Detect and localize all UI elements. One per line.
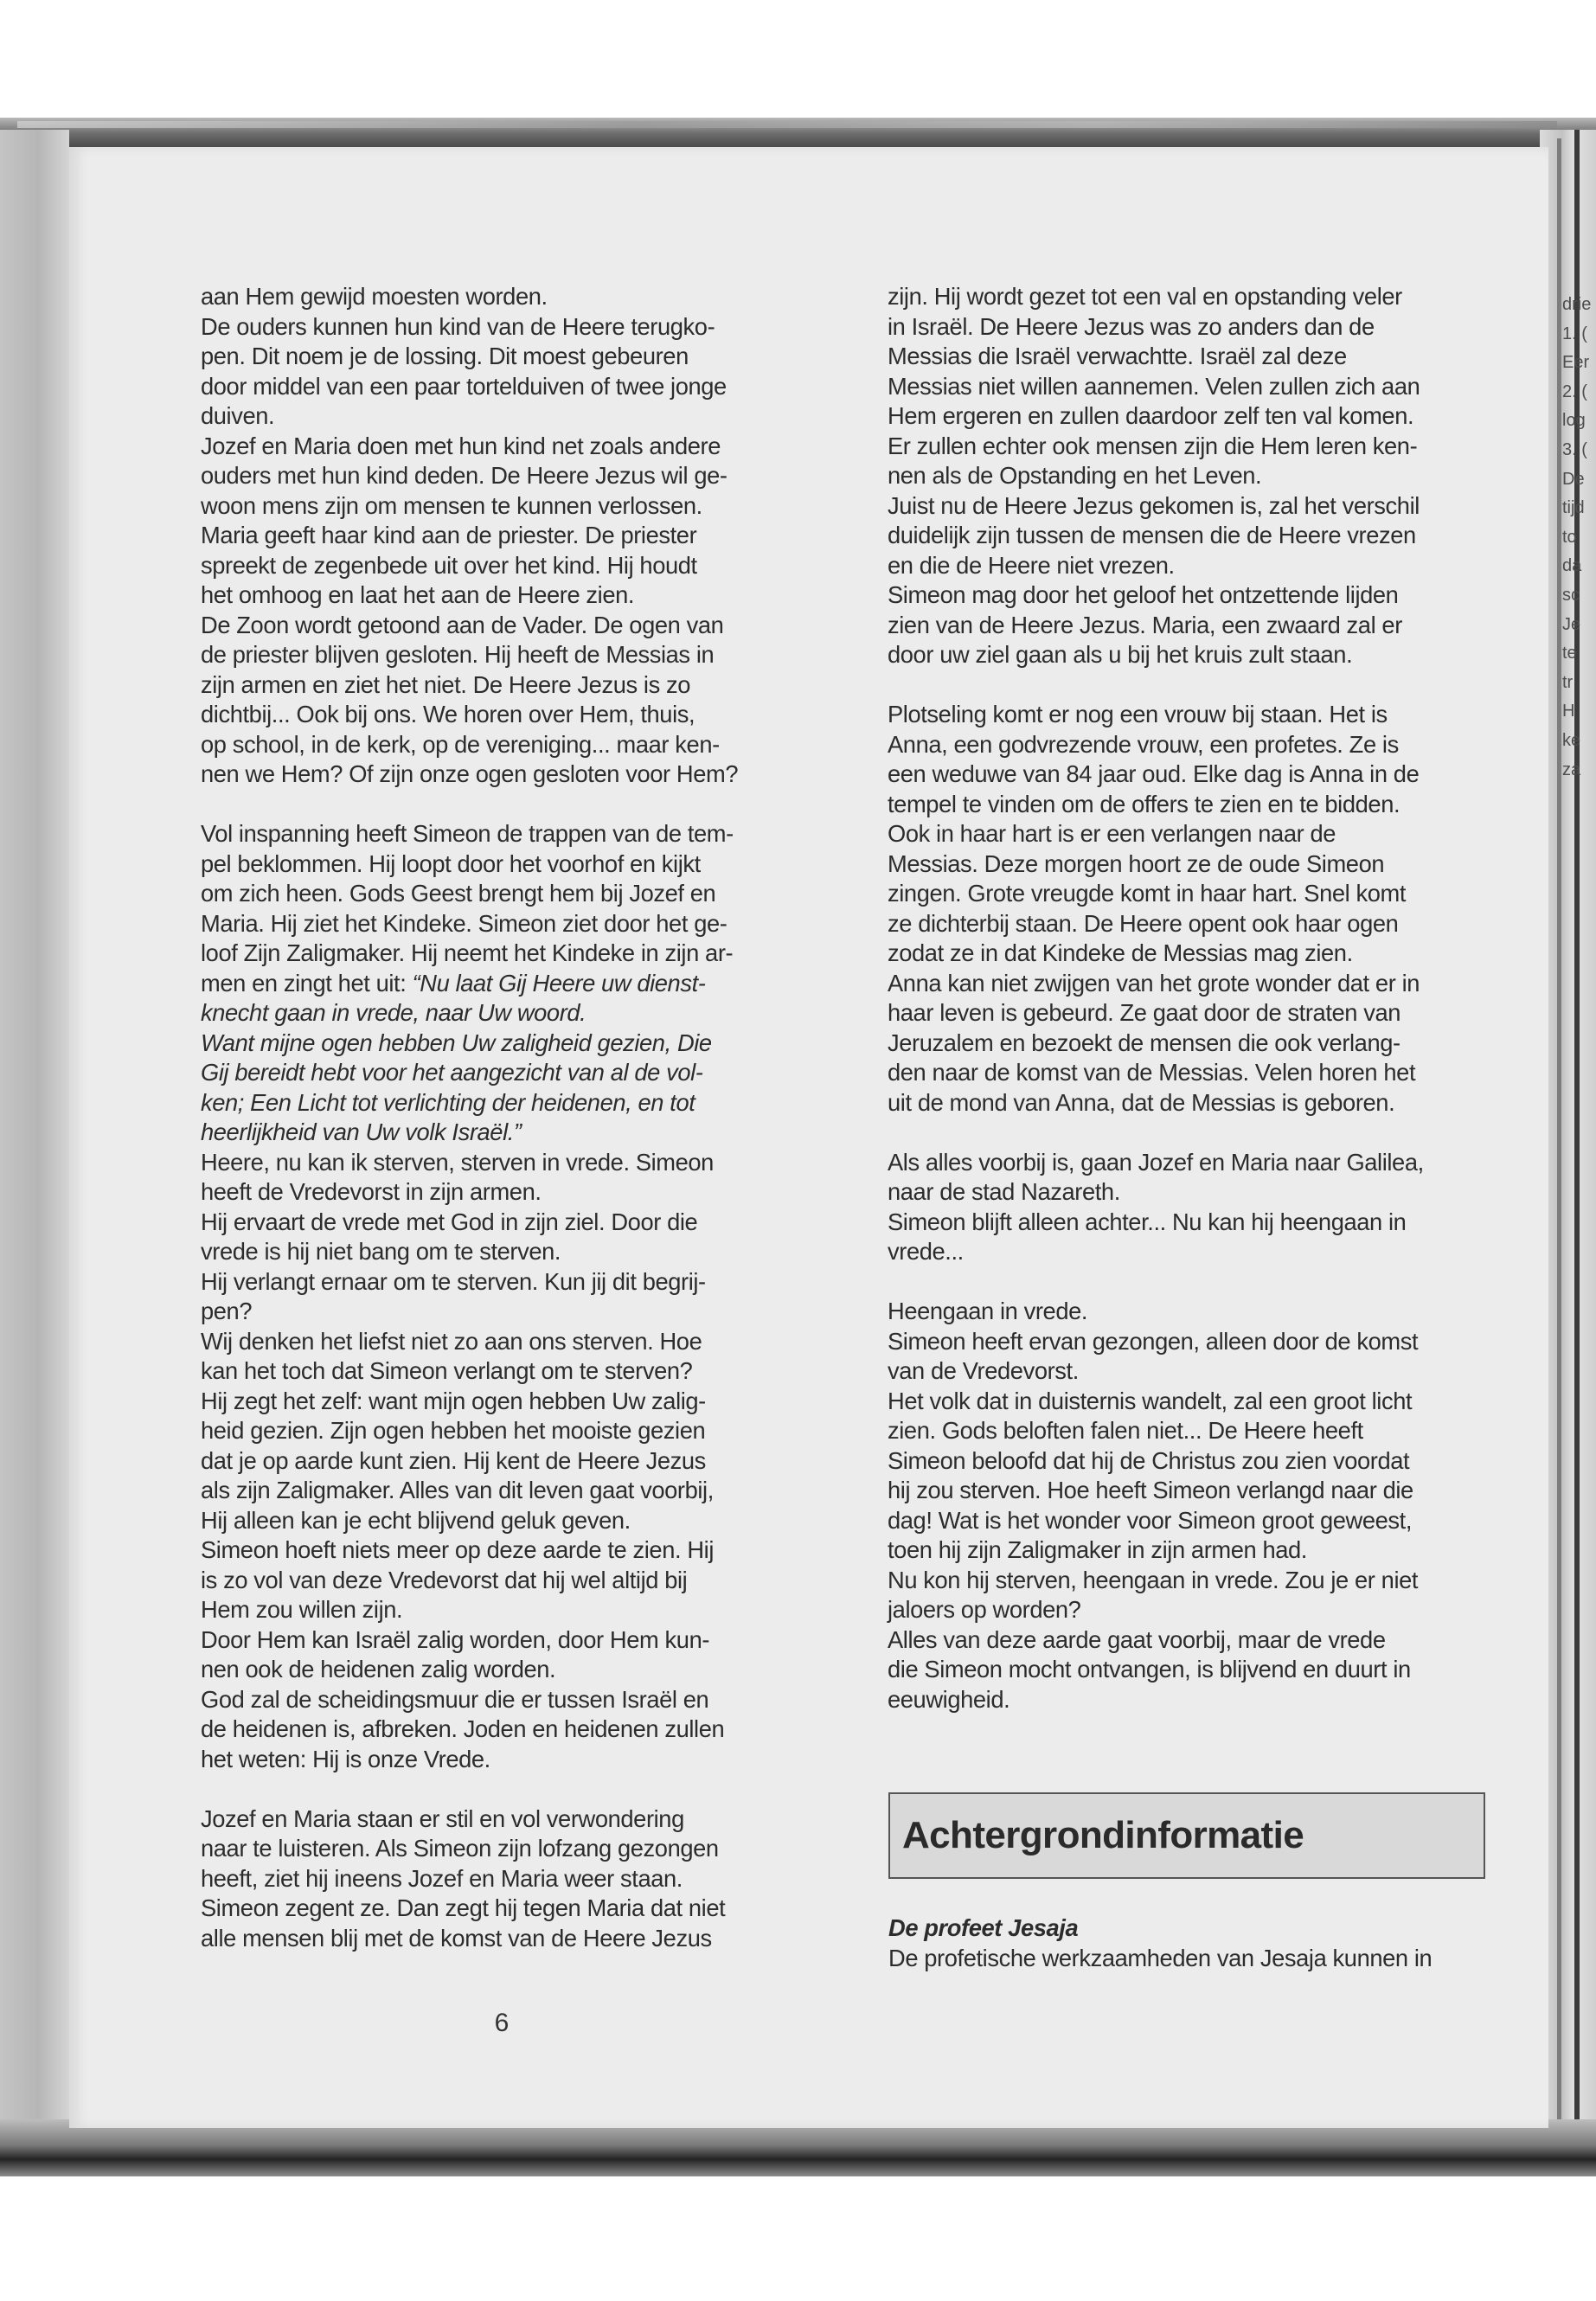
text-line: Messias. Deze morgen hoort ze de oude Simeon (888, 849, 1385, 877)
text-line: men en zingt het uit: “Nu laat Gij Heere uw dienst- (201, 969, 706, 997)
page-number: 6 (494, 2009, 510, 2037)
text-line: aan Hem gewijd moesten worden. (201, 283, 548, 310)
text-line: De Zoon wordt getoond aan de Vader. De ogen van (201, 611, 724, 638)
text-line: Nu kon hij sterven, heengaan in vrede. Zou je er niet (888, 1566, 1419, 1593)
text-line: Anna, een godvrezende vrouw, een profetes. Ze is (888, 730, 1399, 758)
paragraph-gap (201, 790, 811, 820)
text-line: Als alles voorbij is, gaan Jozef en Maria naar Galilea, (888, 1148, 1424, 1176)
text-line: eeuwigheid. (888, 1685, 1010, 1713)
text-line: hij zou sterven. Hoe heeft Simeon verlangd naar die (888, 1477, 1413, 1503)
text-line: heid gezien. Zijn ogen hebben het mooiste gezien (201, 1417, 706, 1444)
text-line: kan het toch dat Simeon verlangt om te sterven? (201, 1357, 693, 1384)
text-line: Hij zegt het zelf: want mijn ogen hebben Uw zalig- (201, 1387, 706, 1414)
text-line: Anna kan niet zwijgen van het grote wonder dat er in (888, 969, 1420, 997)
text-line: ze dichterbij staan. De Heere opent ook haar ogen (888, 909, 1399, 937)
text-line: God zal de scheidingsmuur die er tussen Israël en (201, 1685, 709, 1713)
left-column (201, 282, 811, 1953)
text-line: Simeon hoeft niets meer op deze aarde te zien. Hij (201, 1536, 715, 1563)
text-line: om zich heen. Gods Geest brengt hem bij Jozef en (201, 880, 716, 907)
next-page-fragment: ke (1562, 730, 1581, 750)
text-line: spreekt de zegenbede uit over het kind. Hij houdt (201, 551, 697, 579)
text-line: heeft, ziet hij ineens Jozef en Maria weer staan. (201, 1864, 683, 1892)
text-line: pen? (201, 1298, 253, 1324)
text-line: zingen. Grote vreugde komt in haar hart. Snel komt (888, 880, 1407, 907)
text-line: Maria geeft haar kind aan de priester. De priester (201, 522, 697, 548)
text-line: nen als de Opstanding en het Leven. (888, 462, 1262, 489)
text-line: Hem ergeren en zullen daardoor zelf ten val komen. (888, 402, 1414, 429)
text-line: loof Zijn Zaligmaker. Hij neemt het Kindeke in zijn ar- (201, 939, 734, 966)
text-line: Jozef en Maria staan er stil en vol verwondering (201, 1804, 684, 1832)
text-line: nen ook de heidenen zalig worden. (201, 1656, 556, 1682)
next-page-fragment: 2. ( (1562, 381, 1587, 401)
text-line: Plotseling komt er nog een vrouw bij staan. Het is (888, 701, 1388, 727)
right-column (888, 282, 1493, 1715)
section-intro (888, 1913, 1494, 1973)
next-page-fragment: log (1562, 411, 1586, 431)
text-line: als zijn Zaligmaker. Alles van dit leven gaat voorbij, (201, 1477, 714, 1503)
text-line: De ouders kunnen hun kind van de Heere terugko- (201, 312, 715, 340)
next-page-fragment: H (1562, 702, 1575, 721)
text-line: Jeruzalem en bezoekt de mensen die ook verlang- (888, 1029, 1401, 1056)
text-line: zijn. Hij wordt gezet tot een val en opstanding veler (888, 283, 1402, 310)
text-line: ouders met hun kind deden. De Heere Jezus wil ge- (201, 462, 727, 489)
text-line: Heengaan in vrede. (888, 1298, 1088, 1324)
next-page-fragment: 1. ( (1562, 324, 1587, 343)
text-line: zodat ze in dat Kindeke de Messias mag zien. (888, 939, 1353, 966)
text-line: den naar de komst van de Messias. Velen horen het (888, 1059, 1416, 1086)
text-line: een weduwe van 84 jaar oud. Elke dag is Anna in de (888, 760, 1420, 787)
text-line: Door Hem kan Israël zalig worden, door Hem kun- (201, 1625, 710, 1653)
text-line: Messias niet willen aannemen. Velen zullen zich aan (888, 372, 1420, 400)
next-page-fragment: Je (1562, 614, 1581, 634)
text-line: Hem zou willen zijn. (201, 1596, 403, 1623)
text-line: toen hij zijn Zaligmaker in zijn armen had. (888, 1536, 1307, 1563)
next-page-fragment: da (1562, 556, 1582, 576)
text-line: vrede... (888, 1238, 964, 1265)
text-line: Hij verlangt ernaar om te sterven. Kun jij dit begrij- (201, 1267, 706, 1295)
text-line: het weten: Hij is onze Vrede. (201, 1745, 490, 1772)
next-page-fragment: tijd (1562, 498, 1585, 518)
text-line: Messias die Israël verwachtte. Israël zal deze (888, 343, 1347, 369)
section-banner (888, 1792, 1485, 1879)
text-line: Wij denken het liefst niet zo aan ons sterven. Hoe (201, 1327, 702, 1355)
text-line: en die de Heere niet vrezen. (888, 551, 1175, 579)
text-line: zijn armen en ziet het niet. De Heere Jezus is zo (201, 670, 691, 698)
next-page-fragment: sc (1562, 585, 1580, 605)
spine-line (1557, 138, 1561, 2128)
scan-border-highlight (17, 121, 1557, 128)
text-line: Hij ervaart de vrede met God in zijn ziel. Door die (201, 1208, 698, 1235)
text-line: alle mensen blij met de komst van de Heere Jezus (201, 1924, 712, 1952)
text-line: Maria. Hij ziet het Kindeke. Simeon ziet door het ge- (201, 909, 727, 937)
text-line: Simeon zegent ze. Dan zegt hij tegen Maria dat niet (201, 1894, 726, 1921)
next-page-fragment: Eer (1562, 353, 1590, 373)
text-line: de heidenen is, afbreken. Joden en heidenen zullen (201, 1715, 725, 1742)
text-line: het omhoog en laat het aan de Heere zien. (201, 581, 635, 608)
paragraph-gap (888, 1267, 1493, 1298)
text-line: Simeon heeft ervan gezongen, alleen door de komst (888, 1327, 1419, 1355)
text-line: pel beklommen. Hij loopt door het voorhof en kijkt (201, 849, 701, 877)
text-line: Vol inspanning heeft Simeon de trappen van de tem- (201, 820, 734, 847)
text-line: tempel te vinden om de offers te zien en te bidden. (888, 790, 1401, 817)
text-line: door uw ziel gaan als u bij het kruis zult staan. (888, 641, 1353, 668)
text-line: vrede is hij niet bang om te sterven. (201, 1238, 561, 1265)
text-line: die Simeon mocht ontvangen, is blijvend en duurt in (888, 1656, 1411, 1682)
text-line: nen we Hem? Of zijn onze ogen gesloten voor Hem? (201, 760, 739, 787)
text-line: is zo vol van deze Vredevorst dat hij wel altijd bij (201, 1566, 688, 1593)
text-line: Alles van deze aarde gaat voorbij, maar de vrede (888, 1625, 1386, 1653)
scan-border-left (0, 130, 69, 2154)
text-line: Het volk dat in duisternis wandelt, zal een groot licht (888, 1387, 1413, 1414)
text-line: Simeon mag door het geloof het ontzettende lijden (888, 581, 1399, 608)
text-line: Simeon blijft alleen achter... Nu kan hij heengaan in (888, 1208, 1407, 1235)
text-line: naar de stad Nazareth. (888, 1178, 1120, 1205)
text-line: zien van de Heere Jezus. Maria, een zwaard zal er (888, 611, 1402, 638)
section-first-line: De profetische werkzaamheden van Jesaja kunnen in (888, 1944, 1433, 1971)
text-line: Simeon beloofd dat hij de Christus zou zien voordat (888, 1446, 1410, 1474)
text-line: Want mijne ogen hebben Uw zaligheid gezien, Die (201, 1029, 712, 1056)
next-page-fragment: to (1562, 527, 1577, 547)
next-page-fragments (1562, 291, 1592, 785)
section-subheading: De profeet Jesaja (888, 1914, 1079, 1941)
text-line: zien. Gods beloften falen niet... De Heere heeft (888, 1417, 1363, 1444)
paragraph-gap (888, 670, 1493, 701)
text-line: Gij bereidt hebt voor het aangezicht van al de vol- (201, 1059, 703, 1086)
text-line: woon mens zijn om mensen te kunnen verlossen. (201, 491, 702, 519)
text-line: dichtbij... Ook bij ons. We horen over Hem, thuis, (201, 701, 695, 727)
paragraph-gap (201, 1774, 811, 1804)
text-line: heeft de Vredevorst in zijn armen. (201, 1178, 542, 1205)
text-line: de priester blijven gesloten. Hij heeft de Messias in (201, 641, 715, 668)
text-line: in Israël. De Heere Jezus was zo anders dan de (888, 312, 1375, 340)
text-line: naar te luisteren. Als Simeon zijn lofzang gezongen (201, 1835, 719, 1862)
text-line: haar leven is gebeurd. Ze gaat door de straten van (888, 999, 1401, 1026)
next-page-fragment: drie (1562, 295, 1592, 314)
next-page-fragment: 3. ( (1562, 439, 1587, 459)
text-line: Hij alleen kan je echt blijvend geluk geven. (201, 1506, 631, 1534)
text-line: Ook in haar hart is er een verlangen naar de (888, 820, 1336, 847)
text-line: pen. Dit noem je de lossing. Dit moest gebeuren (201, 343, 689, 369)
text-line: duidelijk zijn tussen de mensen die de Heere vrezen (888, 522, 1416, 548)
next-page-fragment: De (1562, 469, 1585, 489)
text-line: dag! Wat is het wonder voor Simeon groot geweest, (888, 1506, 1413, 1534)
text-line: op school, in de kerk, op de vereniging... maar ken- (201, 730, 720, 758)
text-line: duiven. (201, 402, 275, 429)
text-line: Er zullen echter ook mensen zijn die Hem leren ken- (888, 432, 1418, 459)
text-line: Heere, nu kan ik sterven, sterven in vrede. Simeon (201, 1148, 714, 1176)
text-line: heerlijkheid van Uw volk Israël.” (201, 1118, 522, 1145)
next-page-fragment: te (1562, 644, 1577, 663)
text-line: dat je op aarde kunt zien. Hij kent de Heere Jezus (201, 1446, 706, 1474)
text-line: ken; Een Licht tot verlichting der heidenen, en tot (201, 1088, 695, 1116)
next-page-fragment: za (1562, 760, 1581, 779)
section-title: Achtergrondinformatie (902, 1814, 1304, 1856)
text-line: knecht gaan in vrede, naar Uw woord. (201, 999, 586, 1026)
text-line: door middel van een paar tortelduiven of twee jonge (201, 372, 727, 400)
next-page-fragment: tr (1562, 672, 1574, 692)
paragraph-gap (888, 1118, 1493, 1148)
text-line: Jozef en Maria doen met hun kind net zoals andere (201, 432, 721, 459)
text-line: jaloers op worden? (888, 1596, 1081, 1623)
text-line: uit de mond van Anna, dat de Messias is geboren. (888, 1088, 1395, 1116)
text-line: van de Vredevorst. (888, 1357, 1079, 1384)
text-line: Juist nu de Heere Jezus gekomen is, zal het verschil (888, 491, 1420, 519)
